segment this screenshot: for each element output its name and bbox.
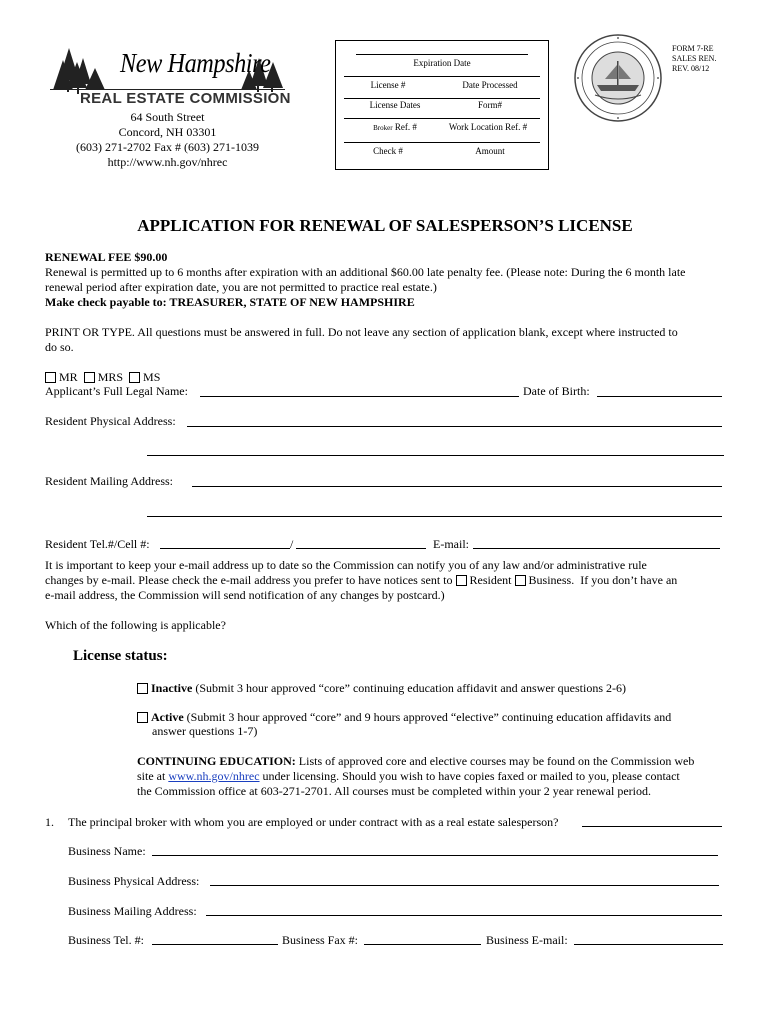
q1-text: The principal broker with whom you are employed or under contract with as a real estate salesperson? xyxy=(68,815,559,829)
address-city: Concord, NH 03301 xyxy=(118,125,217,139)
business-tel-field[interactable] xyxy=(152,944,278,945)
mr-label: MR xyxy=(59,370,78,384)
business-fax-field[interactable] xyxy=(364,944,481,945)
cell-field[interactable] xyxy=(296,548,426,549)
tel-field[interactable] xyxy=(160,548,290,549)
payable-to: Make check payable to: TREASURER, STATE OF NEW HAMPSHIRE xyxy=(45,295,415,309)
email-note-line-2a: changes by e-mail. Please check the e-mail address you prefer to have notices sent to xyxy=(45,573,453,587)
active-text-1: (Submit 3 hour approved “core” and 9 hours approved “elective” continuing education affidavits and xyxy=(186,710,672,724)
email-note-line-2 xyxy=(45,573,677,588)
email-label: E-mail: xyxy=(433,537,469,551)
full-name-label: Applicant’s Full Legal Name: xyxy=(45,384,188,398)
physical-address-field-line-2[interactable] xyxy=(147,455,724,456)
instructions-line-1: PRINT OR TYPE. All questions must be answered in full. Do not leave any section of application blank, except where instructed to xyxy=(45,325,678,339)
form-code-line-2: SALES REN. xyxy=(672,54,717,63)
ms-checkbox[interactable] xyxy=(129,372,140,383)
title-checkboxes xyxy=(45,370,160,385)
ce-line-2 xyxy=(137,769,680,784)
work-location-ref-label: Work Location Ref. # xyxy=(448,122,528,132)
license-no-label: License # xyxy=(370,80,406,90)
email-note-line-1: It is important to keep your e-mail address up to date so the Commission can notify you of any law and/or administrative rule xyxy=(45,558,647,572)
business-tel-label: Business Tel. #: xyxy=(68,933,144,947)
instructions-line-2: do so. xyxy=(45,340,74,354)
form-code-line-1: FORM 7-RE xyxy=(672,44,714,53)
q1-broker-field[interactable] xyxy=(582,826,722,827)
ref-no-label: Ref. # xyxy=(394,122,417,132)
ce-line-3: the Commission office at 603-271-2701. All courses must be completed within your 2 year renewal period. xyxy=(137,784,652,798)
physical-address-field[interactable] xyxy=(187,426,722,427)
email-note-line-2b: If you don’t have an xyxy=(580,573,678,587)
commission-address xyxy=(60,110,275,170)
inactive-text: (Submit 3 hour approved “core” continuing education affidavit and answer questions 2-6) xyxy=(195,681,626,695)
expiration-date-label: Expiration Date xyxy=(413,58,471,68)
business-physical-label: Business Physical Address: xyxy=(68,874,200,888)
address-url: http://www.nh.gov/nhrec xyxy=(107,155,228,169)
ce-line-1 xyxy=(137,754,694,769)
document-title: APPLICATION FOR RENEWAL OF SALESPERSON’S LICENSE xyxy=(137,216,633,235)
resident-label: Resident xyxy=(469,573,512,587)
active-option xyxy=(137,710,671,725)
office-use-box xyxy=(335,40,549,170)
active-text-2: answer questions 1-7) xyxy=(152,724,258,738)
business-physical-field[interactable] xyxy=(210,885,719,886)
business-name-field[interactable] xyxy=(152,855,718,856)
ms-label: MS xyxy=(143,370,161,384)
ce-text-1: Lists of approved core and elective courses may be found on the Commission web xyxy=(298,754,695,768)
logo-script-text: New Hampshire xyxy=(120,48,271,78)
inactive-label: Inactive xyxy=(151,681,193,695)
state-seal-emblem xyxy=(573,33,663,123)
dob-label: Date of Birth: xyxy=(523,384,590,398)
active-checkbox[interactable] xyxy=(137,712,148,723)
renewal-fee-heading: RENEWAL FEE $90.00 xyxy=(45,250,168,264)
license-dates-label: License Dates xyxy=(369,100,421,110)
check-no-label: Check # xyxy=(373,146,403,156)
address-street: 64 South Street xyxy=(130,110,205,124)
form-no-label: Form# xyxy=(477,100,502,110)
full-name-field[interactable] xyxy=(200,396,519,397)
ce-text-2a: site at xyxy=(137,769,166,783)
form-code xyxy=(672,44,716,74)
mrs-checkbox[interactable] xyxy=(84,372,95,383)
business-email-checkbox[interactable] xyxy=(515,575,526,586)
business-mailing-field[interactable] xyxy=(206,915,722,916)
ce-text-2b: under licensing. Should you wish to have copies faxed or mailed to you, please contact xyxy=(262,769,680,783)
mrs-label: MRS xyxy=(97,370,124,384)
license-status-heading: License status: xyxy=(73,648,168,664)
tel-label: Resident Tel.#/Cell #: xyxy=(45,537,150,551)
active-label: Active xyxy=(151,710,184,724)
broker-small-label: Broker xyxy=(373,124,393,132)
renewal-fee-line-2: renewal period after expiration date, you are not permitted to practice real estate.) xyxy=(45,280,437,294)
dob-field[interactable] xyxy=(597,396,722,397)
email-field[interactable] xyxy=(473,548,720,549)
physical-address-label: Resident Physical Address: xyxy=(45,414,176,428)
nhrec-link[interactable]: www.nh.gov/nhrec xyxy=(168,769,260,783)
business-mailing-label: Business Mailing Address: xyxy=(68,904,197,918)
commission-name: REAL ESTATE COMMISSION xyxy=(80,90,291,107)
which-applicable: Which of the following is applicable? xyxy=(45,618,226,632)
inactive-checkbox[interactable] xyxy=(137,683,148,694)
ce-label: CONTINUING EDUCATION: xyxy=(137,754,296,768)
resident-email-checkbox[interactable] xyxy=(456,575,467,586)
business-name-label: Business Name: xyxy=(68,844,146,858)
mailing-address-label: Resident Mailing Address: xyxy=(45,474,173,488)
form-code-line-3: REV. 08/12 xyxy=(672,64,710,73)
inactive-option xyxy=(137,681,626,696)
tel-slash: / xyxy=(290,537,294,551)
q1-number: 1. xyxy=(45,815,54,829)
business-email-field[interactable] xyxy=(574,944,723,945)
amount-label: Amount xyxy=(475,146,505,156)
address-phone: (603) 271-2702 Fax # (603) 271-1039 xyxy=(76,140,259,154)
date-processed-label: Date Processed xyxy=(462,80,518,90)
mailing-address-field-line-2[interactable] xyxy=(147,516,722,517)
business-fax-label: Business Fax #: xyxy=(282,933,359,947)
renewal-fee-line-1: Renewal is permitted up to 6 months after expiration with an additional $60.00 late penalty fee. (Please note: During the 6 month late xyxy=(45,265,686,279)
mr-checkbox[interactable] xyxy=(45,372,56,383)
business-label: Business. xyxy=(528,573,575,587)
mailing-address-field[interactable] xyxy=(192,486,722,487)
email-note-line-3: e-mail address, the Commission will send notification of any changes by postcard.) xyxy=(45,588,445,602)
business-email-label: Business E-mail: xyxy=(486,933,568,947)
